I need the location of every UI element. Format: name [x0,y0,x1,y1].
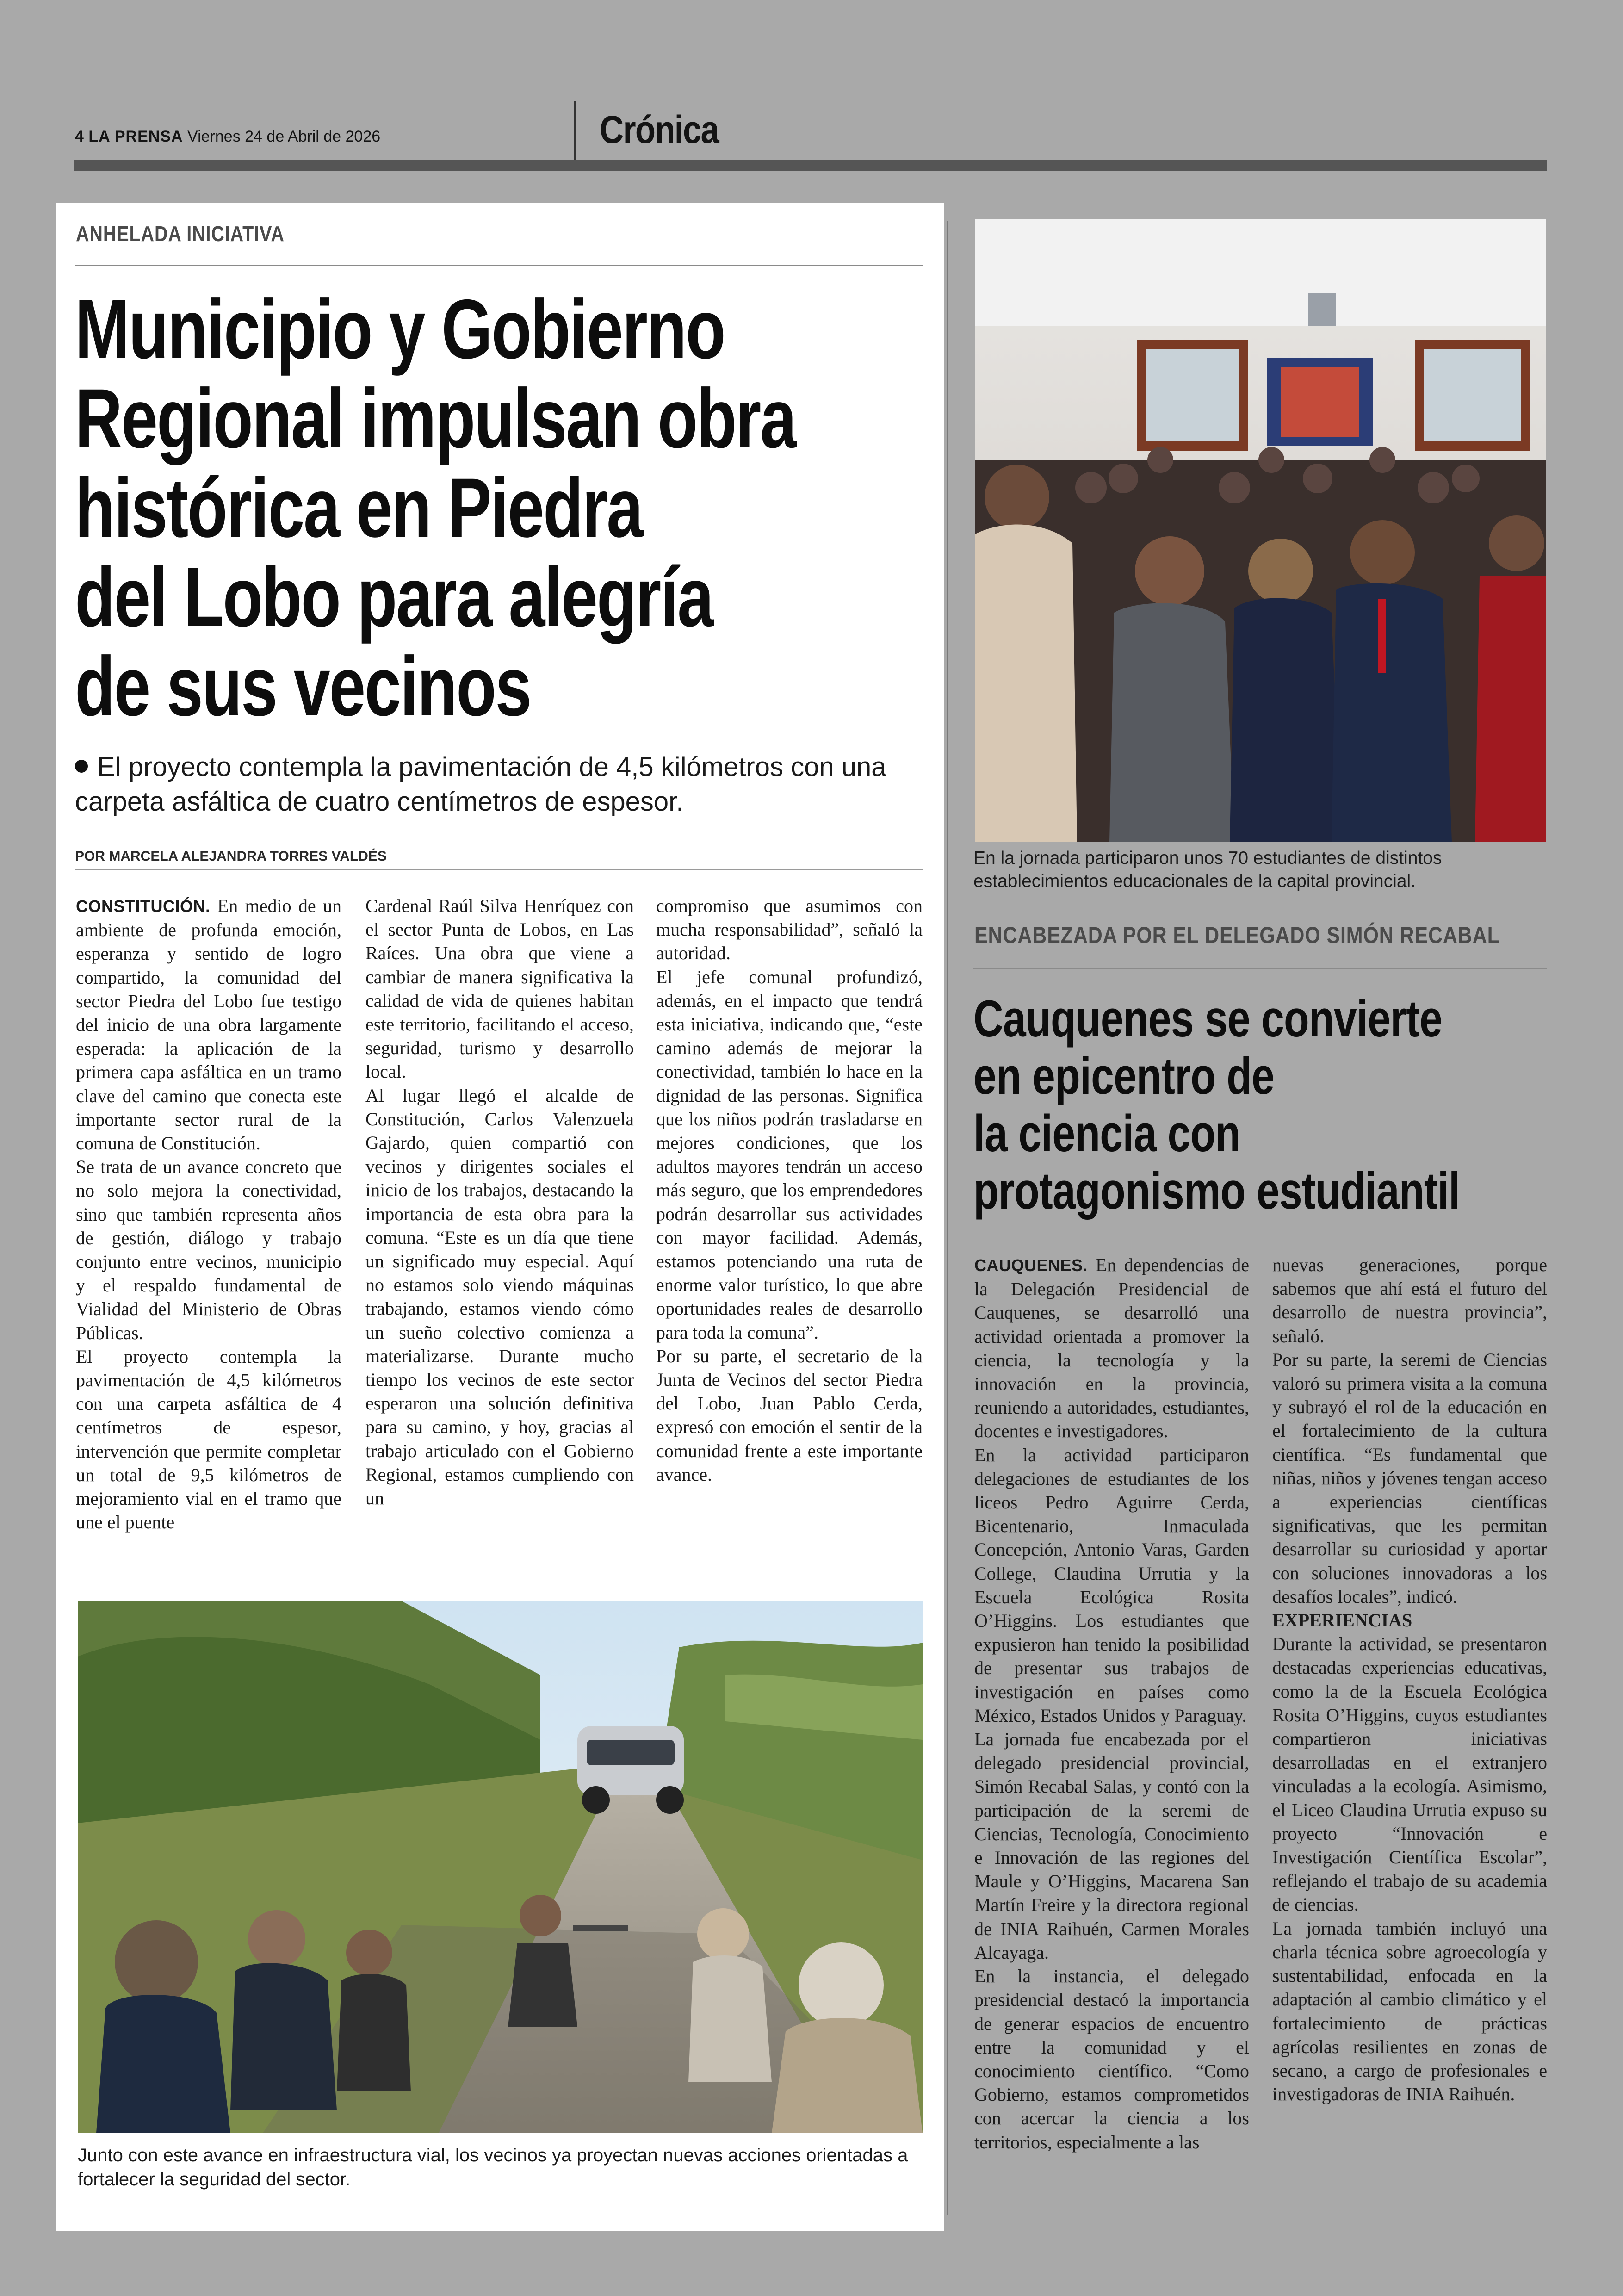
deck-text: El proyecto contempla la pavimentación de 4,5 kilómetros con una carpeta asfáltica de cuatro centímetros de espesor. [75,752,886,817]
headline-line: Municipio y Gobierno [75,282,725,376]
students-photo-illustration [975,219,1546,842]
header-rule [74,160,1547,171]
secondary-column-2 [1272,1253,1547,2106]
road-photo [78,1601,923,2133]
byline-rule [75,869,923,870]
paragraph: CONSTITUCIÓN. En medio de un ambiente de profunda emoción, esperanza y sentido de logro compartido, la comunidad del sector Piedra del Lobo fue testigo del inicio de una obra largamente esperada: la aplicación de la primera capa asfáltica en un tramo clave del camino que conecta este importante sector rural de la comuna de Constitución. [76,895,341,1154]
main-column-3 [656,894,923,1486]
paragraph: La jornada también incluyó una charla técnica sobre agroecología y sustentabilidad, enfocada en la adaptación al cambio climático y el fortalecimiento de prácticas agrícolas resilientes en zonas de secano, a cargo de profesionales e investigadoras de INIA Raihuén. [1272,1917,1547,2105]
column-separator [947,221,948,2215]
subheading: EXPERIENCIAS [1272,1610,1412,1631]
byline: POR MARCELA ALEJANDRA TORRES VALDÉS [75,849,387,864]
road-photo-caption: Junto con este avance en infraestructura vial, los vecinos ya proyectan nuevas acciones orientadas a fortalecer la seguridad del sector. [78,2145,908,2190]
headline-line: del Lobo para alegría [75,550,713,644]
secondary-kicker-rule [973,968,1547,969]
paragraph: En la actividad participaron delegaciones de estudiantes de los liceos Pedro Aguirre Cerda, Bicentenario, Inmaculada Concepción, Antonio Varas, Garden College, Claudina Urrutia y la Escuela Ecológica Rosita O’Higgins. Los estudiantes que expusieron han tenido la posibilidad de presentar sus trabajos de investigación en países como México, Estados Unidos y Paraguay. [974,1444,1249,1726]
paragraph: Cardenal Raúl Silva Henríquez con el sector Punta de Lobos, en Las Raíces. Una obra que viene a cambiar de manera significativa la calidad de vida de quienes habitan este territorio, facilitando el acceso, seguridad, turismo y desarrollo local. [365,895,634,1082]
secondary-kicker: ENCABEZADA POR EL DELEGADO SIMÓN RECABAL [974,922,1500,948]
kicker-rule [75,265,923,266]
dateline: CAUQUENES. [974,1256,1088,1275]
paragraph: El jefe comunal profundizó, además, en el impacto que tendrá esta iniciativa, indicando que, “este camino además de mejorar la conectividad, también lo hace en la dignidad de las personas. Significa que los niños podrán trasladarse en mejores condiciones, que los adultos mayores tendrán un acceso más seguro, que los emprendedores podrán desarrollar sus actividades con mayor facilidad. Además, estamos potenciando una ruta de enorme valor turístico, lo que abre oportunidades reales de desarrollo para toda la comuna”. [656,966,923,1343]
paragraph: Al lugar llegó el alcalde de Constitución, Carlos Valenzuela Gajardo, quien compartió con vecinos y dirigentes sociales el inicio de los trabajos, destacando la importancia de esta obra para la comuna. “Este es un día que tiene un significado muy especial. Aquí no estamos solo viendo máquinas trabajando, estamos viendo cómo un sueño colectivo comienza a materializarse. Durante mucho tiempo los vecinos de este sector esperaron una solución definitiva para su camino, y hoy, gracias al trabajo articulado con el Gobierno Regional, estamos cumpliendo con un [365,1085,634,1509]
main-deck [75,750,926,819]
headline-line: Regional impulsan obra [75,371,796,465]
headline-line: Cauquenes se convierte [973,990,1443,1048]
issue-date: Viernes 24 de Abril de 2026 [187,128,381,145]
paragraph: Por su parte, la seremi de Ciencias valoró su primera visita a la comuna y subrayó el rol de la educación en el fortalecimiento de la cultura científica. “Es fundamental que niñas, niños y jóvenes tengan acceso a experiencias científicas significativas, que les permitan desarrollar su curiosidad y aportar con soluciones innovadoras a los desafíos locales”, indicó. [1272,1349,1547,1607]
headline-line: histórica en Piedra [75,460,642,555]
road-photo-illustration [78,1601,923,2133]
main-kicker: ANHELADA INICIATIVA [76,222,285,246]
bullet-icon [75,760,88,773]
main-headline [75,282,941,733]
dateline: CONSTITUCIÓN. [76,897,211,916]
headline-line: en epicentro de [973,1047,1275,1105]
paragraph: El proyecto contempla la pavimentación de 4,5 kilómetros con una carpeta asfáltica de 4 centímetros de espesor, intervención que permite completar un total de 9,5 kilómetros de mejoramiento vial en el tramo que une el puente [76,1346,341,1533]
headline-line: protagonismo estudiantil [973,1162,1460,1220]
paragraph: Durante la actividad, se presentaron destacadas experiencias educativas, como la de la Escuela Ecológica Rosita O’Higgins, cuyos estudiantes compartieron iniciativas desarrolladas en el extranjero vinculadas a la ecología. Asimismo, el Liceo Claudina Urrutia expuso su proyecto “Innovación e Investigación Científica Escolar”, reflejando el trabajo de su academia de ciencias. [1272,1633,1547,1915]
newspaper-name: LA PRENSA [88,128,183,145]
main-column-1 [76,894,341,1534]
paragraph: compromiso que asumimos con mucha responsabilidad”, señaló la autoridad. [656,895,923,964]
students-photo [975,219,1546,842]
paragraph: La jornada fue encabezada por el delegado presidencial provincial, Simón Recabal Salas, y contó con la participación de la seremi de Ciencias, Tecnología, Conocimiento e Innovación de las regiones del Maule y O’Higgins, Macarena San Martín Freire y la directora regional de INIA Raihuén, Carmen Morales Alcayaga. [974,1729,1249,1963]
paragraph: CAUQUENES. En dependencias de la Delegación Presidencial de Cauquenes, se desarrolló una actividad orientada a promover la ciencia, la tecnología y la innovación en la provincia, reuniendo a autoridades, estudiantes, docentes e investigadores. [974,1254,1249,1442]
paragraph: Se trata de un avance concreto que no solo mejora la conectividad, sino que también representa años de gestión, diálogo y trabajo conjunto entre vecinos, municipio y el respaldo fundamental de Vialidad del Ministerio de Obras Públicas. [76,1156,341,1343]
page-number: 4 [75,128,84,145]
paragraph: Por su parte, el secretario de la Junta de Vecinos del sector Piedra del Lobo, Juan Pablo Cerda, expresó con emoción el sentir de la comunidad frente a este importante avance. [656,1345,923,1485]
main-column-2 [365,894,634,1510]
paragraph: nuevas generaciones, porque sabemos que ahí está el futuro del desarrollo de nuestra provincia”, señaló. [1272,1254,1547,1347]
paragraph: En la instancia, el delegado presidencial destacó la importancia de generar espacios de encuentro entre la comunidad y el conocimiento científico. “Como Gobierno, estamos comprometidos con acercar la ciencia a los territorios, especialmente a las [974,1966,1249,2153]
headline-line: de sus vecinos [75,639,531,733]
headline-line: la ciencia con [973,1105,1240,1162]
section-title: Crónica [600,108,719,151]
page-header-info [75,128,380,146]
header-divider [574,101,576,161]
secondary-column-1 [974,1253,1249,2154]
secondary-headline [973,990,1529,1220]
students-photo-caption: En la jornada participaron unos 70 estudiantes de distintos establecimientos educacionales de la capital provincial. [973,848,1442,891]
